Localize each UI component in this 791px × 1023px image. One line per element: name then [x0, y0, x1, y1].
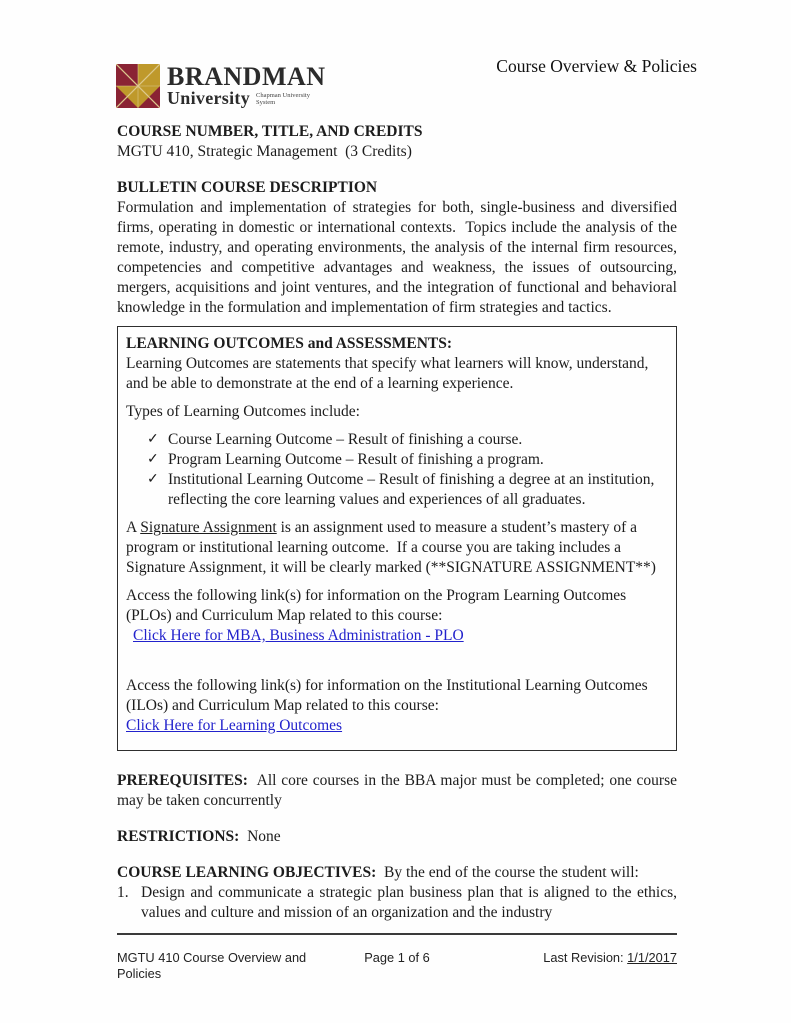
list-item-text: Program Learning Outcome – Result of finishing a program.: [168, 451, 544, 468]
footer-revision-date: 1/1/2017: [627, 950, 677, 965]
objective-number: 1.: [117, 884, 129, 901]
restrictions-paragraph: [117, 827, 677, 847]
restrictions-text: None: [239, 828, 281, 845]
objectives-heading-line: [117, 863, 677, 883]
document-title: Course Overview & Policies: [496, 56, 697, 76]
footer-rule: [117, 933, 677, 935]
objective-text: Design and communicate a strategic plan business plan that is aligned to the ethics, values and culture and mission of an organization and the industry: [141, 884, 681, 921]
course-number-line: MGTU 410, Strategic Management (3 Credits): [117, 143, 412, 160]
footer-page-number: Page 1 of 6: [364, 950, 430, 965]
objectives-intro: By the end of the course the student will:: [376, 864, 639, 881]
check-icon: ✓: [147, 432, 159, 447]
bulletin-description: Formulation and implementation of strategies for both, single-business and diversified firms, operating in domestic or international contexts. Topics include the analysis of the remote, industry, and operating environments, the analysis of the internal firm resources, competencies and competitive advantages and weakness, the issues of outsourcing, mergers, acquisitions and joint ventures, and the integration of functional and behavioral knowledge in the formulation and implementation of firm strategies and tactics.: [117, 199, 681, 316]
outcomes-types-label: Types of Learning Outcomes include:: [126, 403, 360, 420]
prerequisites-paragraph: [117, 771, 681, 811]
logo-division-name: University: [167, 88, 250, 108]
check-icon: ✓: [147, 452, 159, 467]
logo-brand-name: BRANDMAN: [167, 62, 326, 91]
list-item-text: Course Learning Outcome – Result of finishing a course.: [168, 431, 523, 448]
page-footer: [117, 933, 677, 982]
list-item: [147, 430, 667, 450]
signature-assignment-paragraph: A Signature Assignment is an assignment used to measure a student’s mastery of a program or institutional learning outcome. If a course you are taking includes a Signature Assignment, it will be clearly marked (**SIGNATURE ASSIGNMENT**): [126, 519, 656, 576]
list-item-text: Institutional Learning Outcome – Result of finishing a degree at an institution, reflecting the core learning values and experiences of all graduates.: [168, 471, 655, 508]
ilo-link[interactable]: Click Here for Learning Outcomes: [126, 717, 343, 734]
outcomes-intro: Learning Outcomes are statements that specify what learners will know, understand, and be able to demonstrate at the end of a learning experience.: [126, 355, 653, 392]
prerequisites-label: PREREQUISITES:: [117, 772, 248, 789]
restrictions-label: RESTRICTIONS:: [117, 828, 240, 845]
logo-system-text: Chapman University System: [256, 92, 310, 106]
course-number-heading: COURSE NUMBER, TITLE, AND CREDITS: [117, 123, 423, 140]
bulletin-heading: BULLETIN COURSE DESCRIPTION: [117, 179, 378, 196]
ilo-access-text: Access the following link(s) for information on the Institutional Learning Outcomes (ILOs) and Curriculum Map related to this course:: [126, 677, 652, 714]
objective-item: [117, 883, 681, 923]
outcome-types-list: [126, 430, 667, 510]
prerequisites-text: All core courses in the BBA major must be completed; one course may be taken concurrently: [117, 772, 681, 809]
objectives-label: COURSE LEARNING OBJECTIVES:: [117, 864, 377, 881]
plo-access-text: Access the following link(s) for information on the Program Learning Outcomes (PLOs) and Curriculum Map related to this course:: [126, 587, 631, 624]
check-icon: ✓: [147, 472, 159, 487]
learning-outcomes-box: [117, 326, 677, 751]
footer-doc-name: MGTU 410 Course Overview and Policies: [117, 950, 307, 981]
footer-revision: Last Revision: 1/1/2017: [543, 950, 677, 965]
outcomes-heading: LEARNING OUTCOMES and ASSESSMENTS:: [126, 335, 453, 352]
list-item: [147, 470, 667, 510]
signature-assignment-term: Signature Assignment: [140, 519, 277, 536]
list-item: [147, 450, 667, 470]
plo-link[interactable]: Click Here for MBA, Business Administration - PLO: [133, 627, 464, 644]
content-column: [117, 0, 681, 923]
